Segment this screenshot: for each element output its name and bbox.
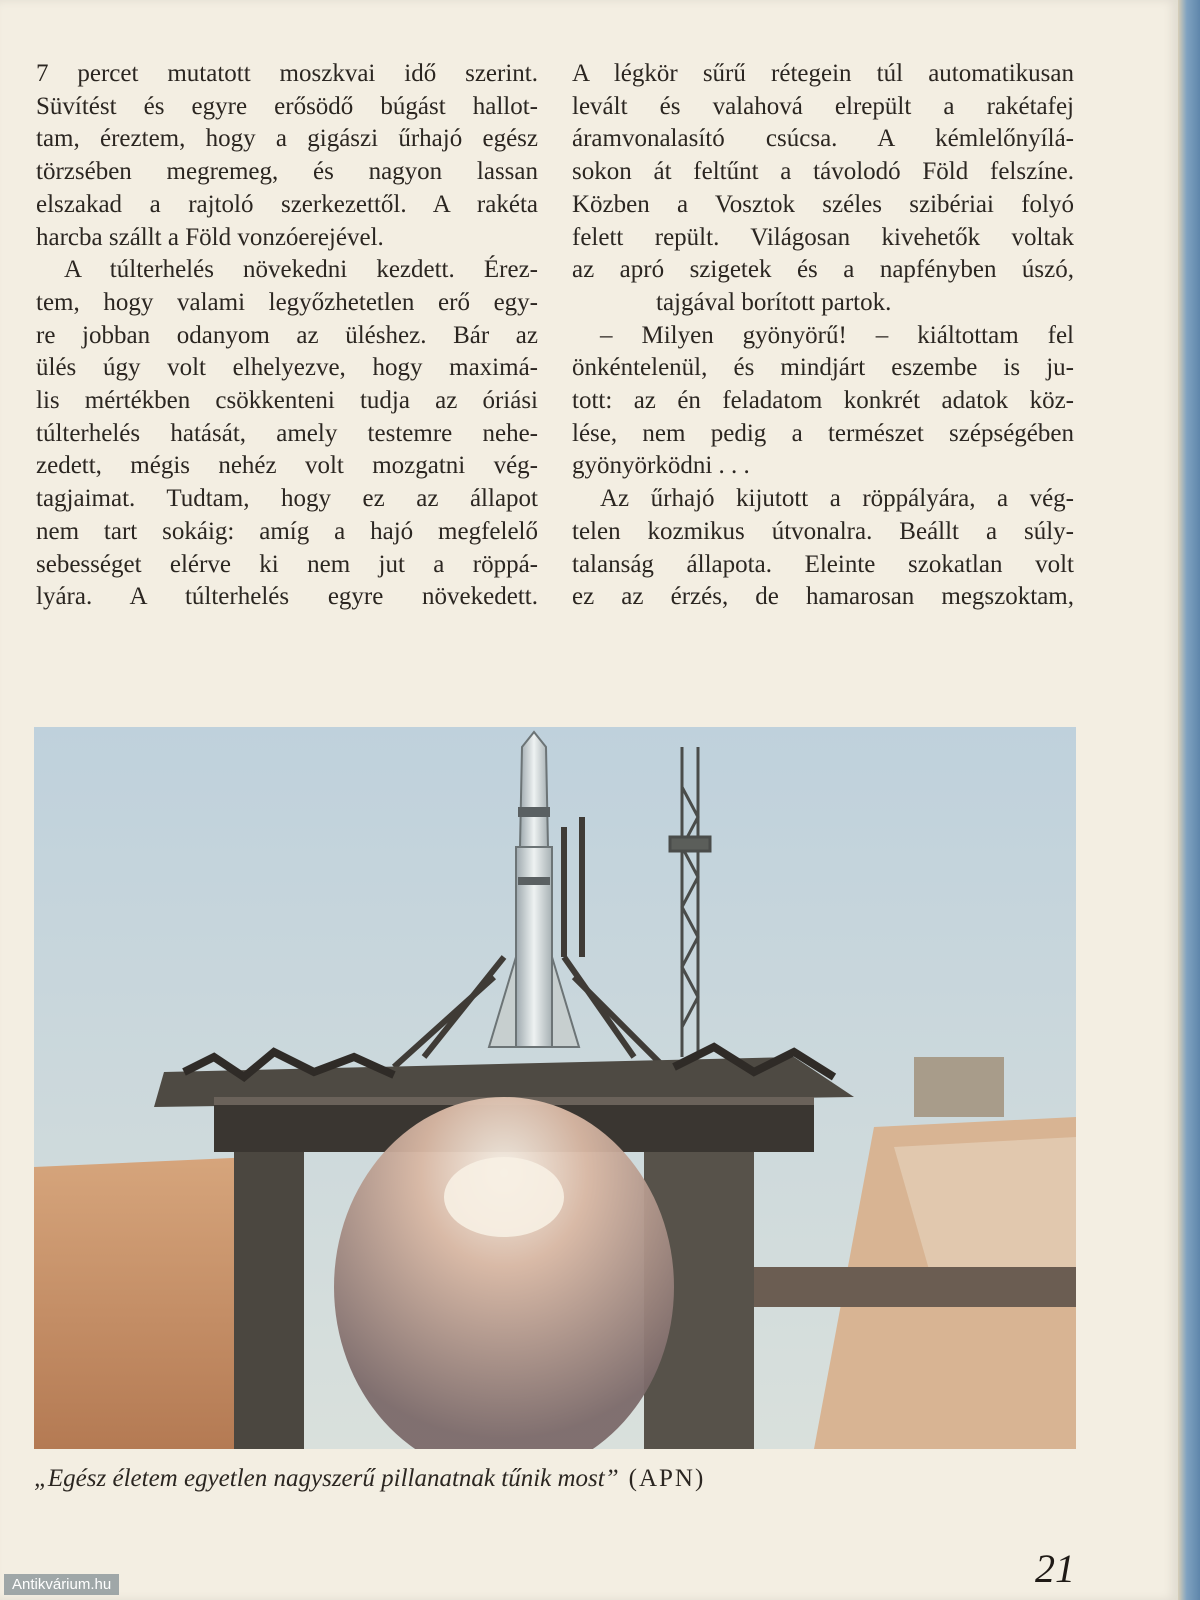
paragraph [572,320,1074,484]
text-line: önkéntelenül, és mindjárt eszembe is ju- [572,354,1074,382]
text-line: tagjaimat. Tudtam, hogy ez az állapot [36,485,538,513]
rocket-launch-illustration [34,727,1076,1449]
text-line: tem, hogy valami legyőzhetetlen erő egy- [36,288,538,316]
left-pillar [234,1152,304,1449]
caption-quote: „Egész életem egyetlen nagyszerű pillanatnak tűnik most” [34,1465,619,1492]
text-line: túlterhelés hatását, amely testemre nehe- [36,419,538,447]
text-line: gyönyörködni . . . [572,452,750,480]
engine-flame [444,1157,564,1237]
text-line: telen kozmikus útvonalra. Beállt a súly- [572,517,1074,545]
text-line: 7 percet mutatott moszkvai idő szerint. [36,60,538,87]
side-beam [754,1267,1076,1307]
photo-caption [34,1465,1034,1493]
text-line: A túlterhelés növekedni kezdett. Érez- [64,256,538,284]
text-line: elszakad a rajtoló szerkezettől. A rakéta [36,190,538,218]
text-line: sebességet elérve ki nem jut a röppá- [36,550,538,578]
left-text-column [36,58,538,614]
caption-source: (APN) [628,1465,706,1492]
text-line: re jobban odanyom az üléshez. Bár az [36,321,538,349]
paragraph [572,58,1074,320]
text-line: sokon át feltűnt a távolodó Föld felszíne. [572,158,1074,186]
text-line: nem tart sokáig: amíg a hajó megfelelő [36,517,538,545]
text-line: tam, éreztem, hogy a gigászi űrhajó egész [36,125,538,153]
watermark-label: Antikvárium.hu [4,1574,119,1595]
text-line: tajgával borított partok. [656,288,892,316]
text-line: talanság állapota. Eleinte szokatlan volt [572,550,1074,578]
text-line: lyára. A túlterhelés egyre növekedett. [36,583,538,611]
text-line: ez az érzés, de hamarosan megszoktam, [572,583,1074,611]
text-line: lis mértékben csökkenteni tudja az óriási [36,387,538,415]
text-line: zedett, mégis nehéz volt mozgatni vég- [36,452,538,480]
text-line: Süvítést és egyre erősödő búgást hallot- [36,92,538,120]
text-line: felett repült. Világosan kivehetők voltak [572,223,1074,251]
text-line: A légkör sűrű rétegein túl automatikusan [572,60,1074,87]
right-text-column [572,58,1074,614]
paragraph [572,483,1074,614]
text-line: Az űrhajó kijutott a röppályára, a vég- [600,485,1074,513]
text-line: – Milyen gyönyörű! – kiáltottam fel [600,321,1074,349]
text-line: áramvonalasító csúcsa. A kémlelőnyílá- [572,125,1074,153]
text-line: ülés úgy volt elhelyezve, hogy maximá- [36,354,538,382]
control-building [914,1057,1004,1117]
page-number: 21 [1035,1546,1075,1591]
text-line: harcba szállt a Föld vonzóerejével. [36,223,384,251]
text-line: az apró szigetek és a napfényben úszó, [572,256,1074,284]
text-line: Közben a Vosztok széles szibériai folyó [572,190,1074,218]
page-edge [1178,0,1200,1600]
paragraph [36,254,538,614]
text-line: tott: az én feladatom konkrét adatok köz- [572,387,1074,415]
paragraph [36,58,538,254]
text-line: lése, nem pedig a természet szépségében [572,419,1074,447]
rocket-launch-photo [34,727,1076,1449]
text-line: törzsében megremeg, és nagyon lassan [36,158,538,186]
text-line: levált és valahová elrepült a rakétafej [572,92,1074,120]
